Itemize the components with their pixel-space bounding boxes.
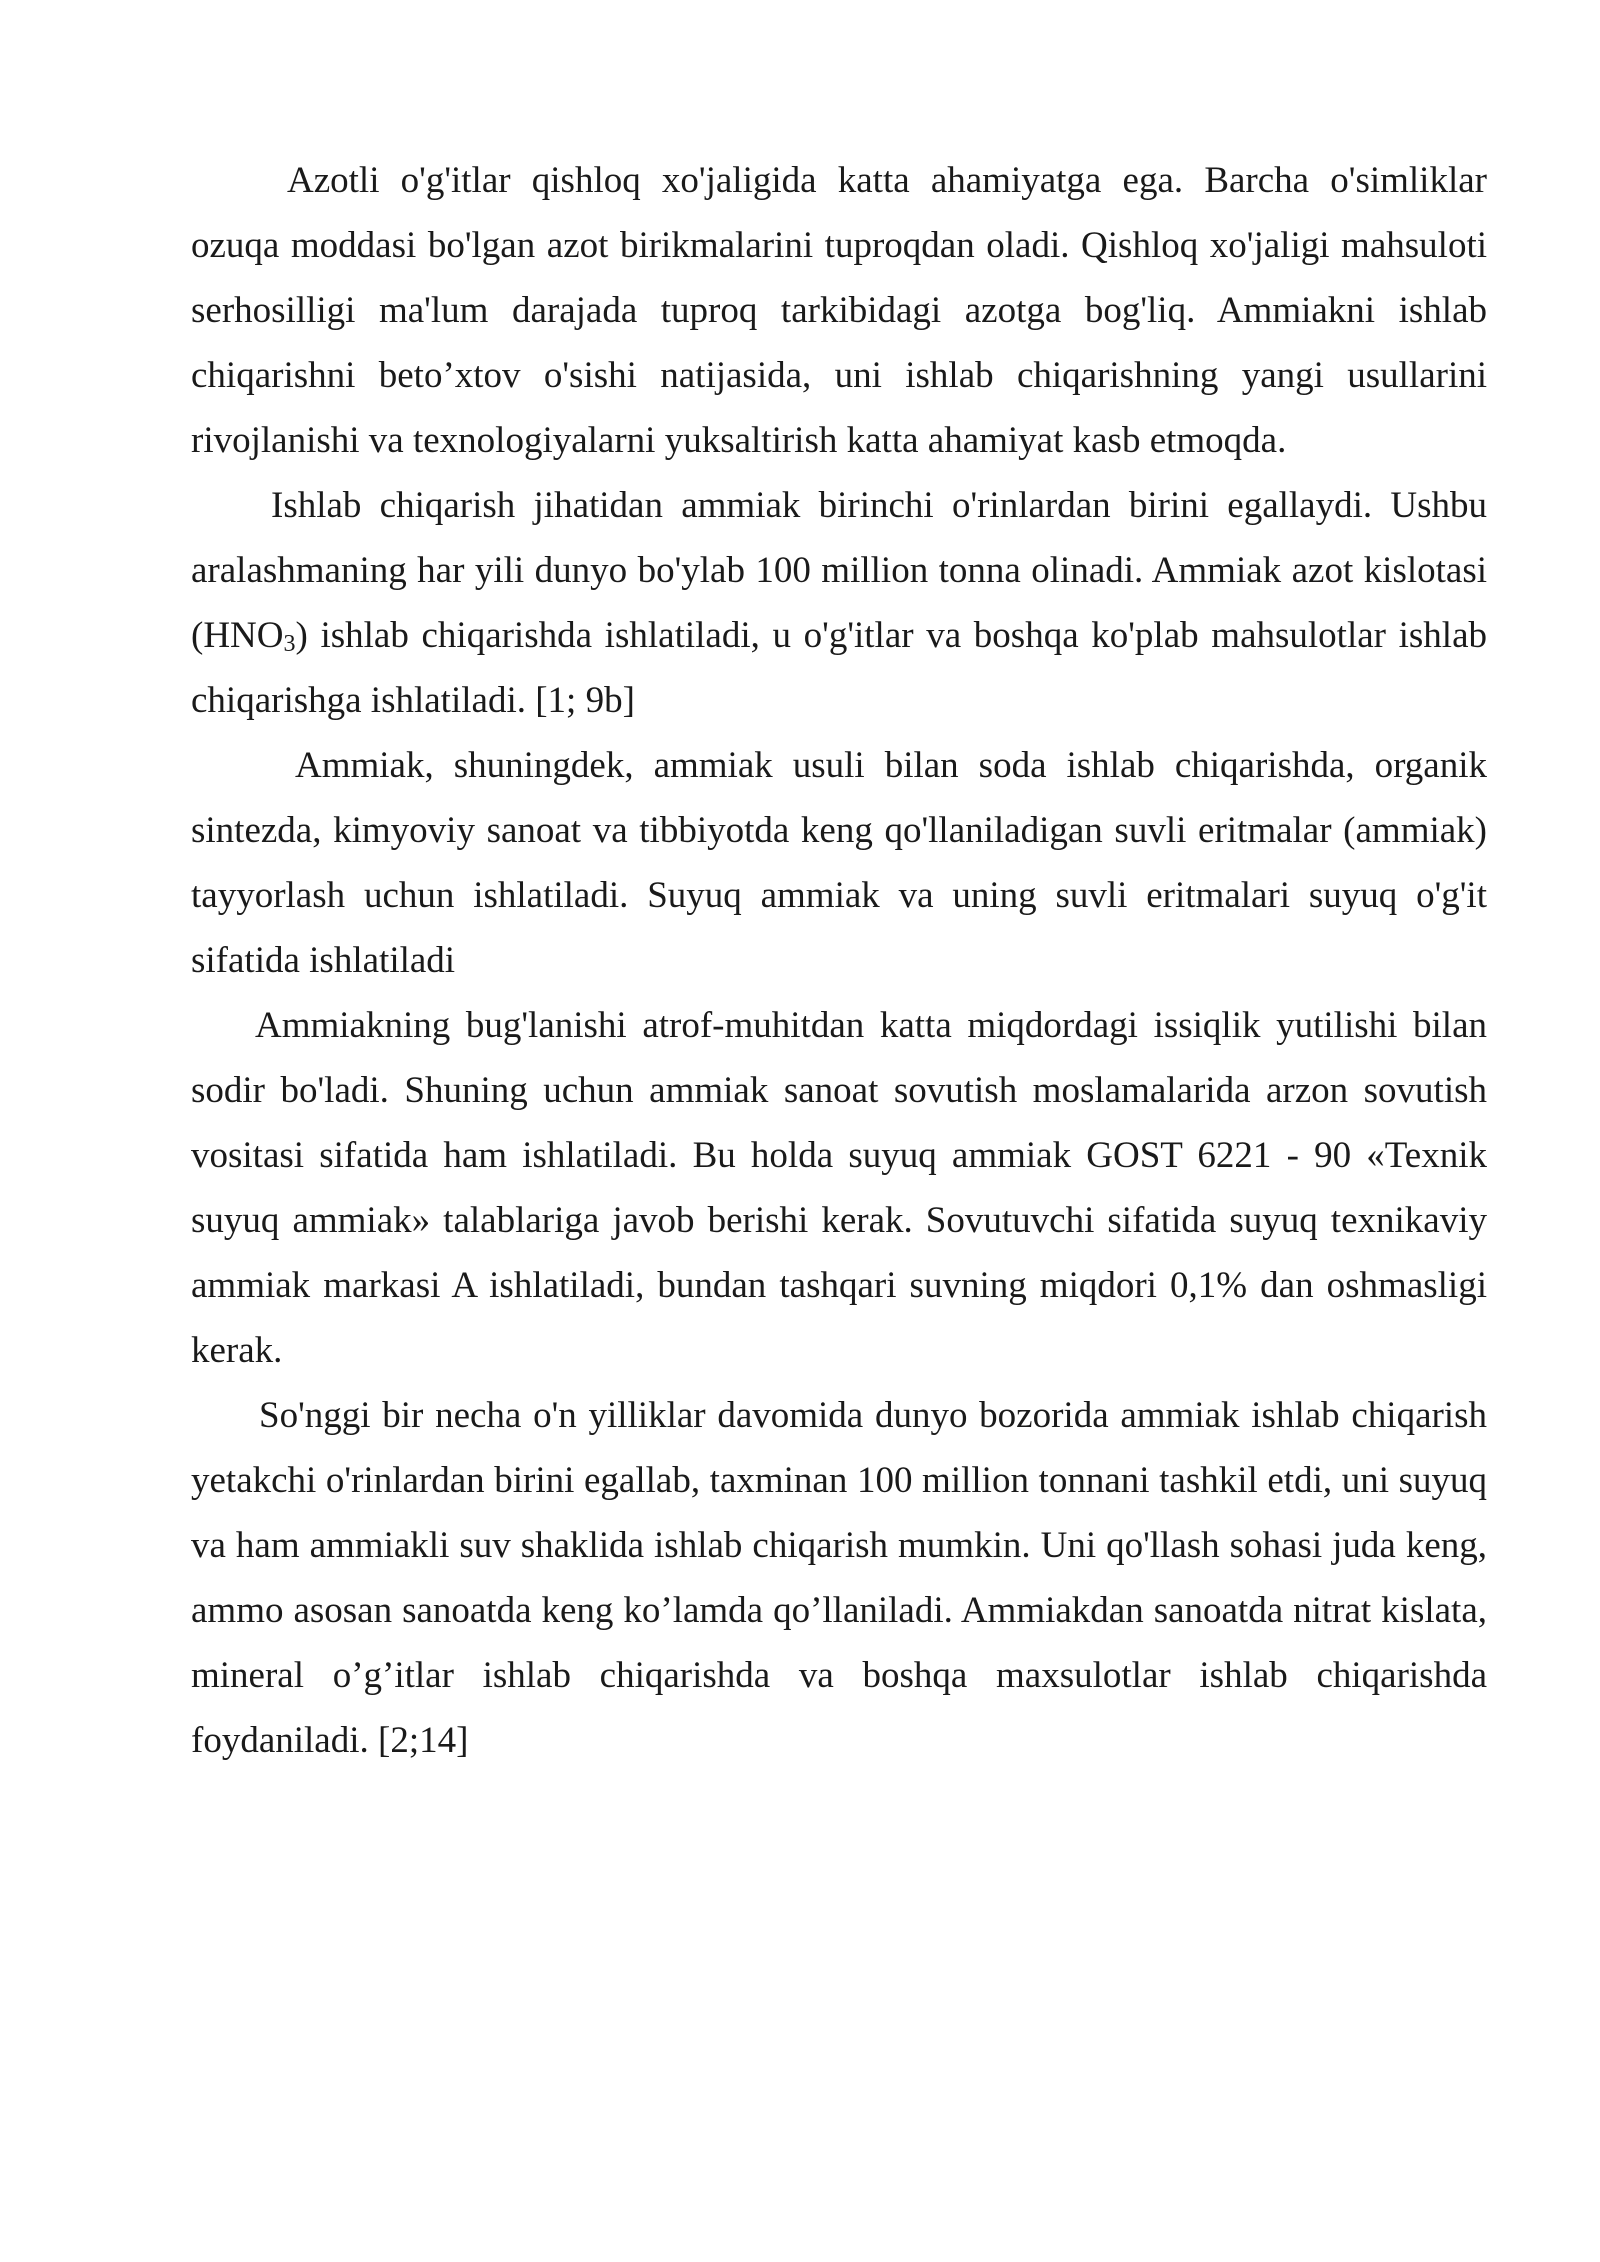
paragraph-ammiak-buglanishi: Ammiakning bug'lanishi atrof-muhitdan katta miqdordagi issiqlik yutilishi bilan sodir bo'ladi. Shuning uchun ammiak sanoat sovutish moslamalarida arzon sovutish vositasi sifatida ham ishlatiladi. Bu holda suyuq ammiak GOST 6221 - 90 «Texnik suyuq ammiak» talablariga javob berishi kerak. Sovutuvchi sifatida suyuq texnikaviy ammiak markasi A ishlatiladi, bundan tashqari suvning miqdori 0,1% dan oshmasligi kerak. (191, 1005, 1487, 1371)
paragraph-songgi-yilliklar: So'nggi bir necha o'n yilliklar davomida dunyo bozorida ammiak ishlab chiqarish yetakchi o'rinlardan birini egallab, taxminan 100 million tonnani tashkil etdi, uni suyuq va ham ammiakli suv shaklida ishlab chiqarish mumkin. Uni qo'llash sohasi juda keng, ammo asosan sanoatda keng ko’lamda qo’llaniladi. Ammiakdan sanoatda nitrat kislata, mineral o’g’itlar ishlab chiqarishda va boshqa maxsulotlar ishlab chiqarishda foydaniladi. [2;14] (191, 1395, 1487, 1761)
paragraph-azotli-ogitlar: Azotli o'g'itlar qishloq xo'jaligida katta ahamiyatga ega. Barcha o'simliklar ozuqa moddasi bo'lgan azot birikmalarini tuproqdan oladi. Qishloq xo'jaligi mahsuloti serhosilligi ma'lum darajada tuproq tarkibidagi azotga bog'liq. Ammiakni ishlab chiqarishni beto’xtov o'sishi natijasida, uni ishlab chiqarishning yangi usullarini rivojlanishi va texnologiyalarni yuksaltirish katta ahamiyat kasb etmoqda. (191, 160, 1487, 461)
subscript-digit: 3 (283, 631, 296, 657)
paragraph-text-before-subscript: Ishlab chiqarish jihatidan ammiak birinchi o'rinlardan birini egallaydi. Ushbu aralashmaning har yili dunyo bo'ylab 100 million tonna olinadi. Ammiak azot kislotasi (HNO (191, 485, 1487, 656)
paragraph-text-after-subscript: ) ishlab chiqarishda ishlatiladi, u o'g'itlar va boshqa ko'plab mahsulotlar ishlab chiqarishga ishlatiladi. [1; 9b] (191, 615, 1487, 721)
paragraph-ishlab-chiqarish (191, 473, 1487, 733)
document-body (191, 148, 1487, 1773)
paragraph-ammiak-soda: Ammiak, shuningdek, ammiak usuli bilan soda ishlab chiqarishda, organik sintezda, kimyoviy sanoat va tibbiyotda keng qo'llaniladigan suvli eritmalar (ammiak) tayyorlash uchun ishlatiladi. Suyuq ammiak va uning suvli eritmalari suyuq o'g'it sifatida ishlatiladi (191, 745, 1487, 981)
